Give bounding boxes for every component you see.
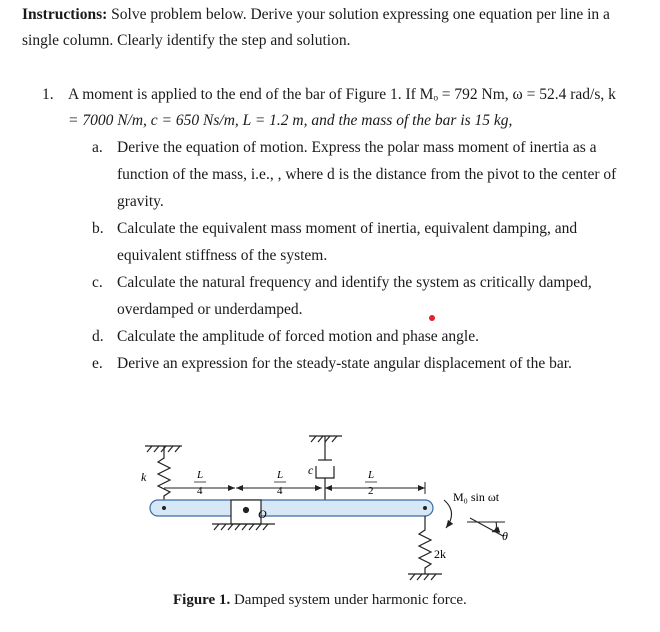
pivot-label: O xyxy=(258,507,267,521)
bar-left-joint xyxy=(162,506,166,510)
part-a-line-3: gravity. xyxy=(117,193,164,210)
dimension-lines xyxy=(164,482,425,494)
moment-arrow xyxy=(444,500,452,528)
dim-l2-den: 4 xyxy=(277,485,283,497)
part-label: c. xyxy=(92,274,103,291)
bar-right-joint xyxy=(423,506,427,510)
ground-right xyxy=(408,574,442,580)
problem-number: 1. xyxy=(42,86,54,103)
part-label: d. xyxy=(92,328,104,345)
caption-label: Figure 1. xyxy=(173,592,231,608)
part-a-line-2: function of the mass, i.e., , where d is the distance from the pivot to the center of xyxy=(117,166,617,183)
part-label: b. xyxy=(92,220,104,237)
instructions-paragraph xyxy=(22,2,642,54)
k-label: k xyxy=(141,470,147,484)
spring-2k xyxy=(419,516,431,574)
moment-label: M₀ sin ωt xyxy=(453,490,500,504)
part-b-line-2: equivalent stiffness of the system. xyxy=(117,247,328,264)
part-a-line-1: Derive the equation of motion. Express the polar mass moment of inertia as a xyxy=(117,139,597,156)
2k-label: 2k xyxy=(434,547,446,561)
bar xyxy=(150,500,433,516)
theta-label: θ xyxy=(502,529,508,543)
red-dot-marker xyxy=(429,315,435,321)
spring-k xyxy=(158,446,170,503)
dim-l2-num: L xyxy=(277,469,284,481)
instructions-label: Instructions: xyxy=(22,6,108,23)
problem-line-2: = 7000 N/m, c = 650 Ns/m, L = 1.2 m, and the mass of the bar is 15 kg, xyxy=(68,112,513,129)
c-label: c xyxy=(308,463,314,477)
part-c-line-2: overdamped or underdamped. xyxy=(117,301,303,318)
part-label: e. xyxy=(92,355,103,372)
dim-l1-num: L xyxy=(197,469,204,481)
instructions-text: Solve problem below. Derive your solution expressing one equation per line in a single column. Clearly identify the step and solution. xyxy=(22,6,610,49)
part-d-line-1: Calculate the amplitude of forced motion and phase angle. xyxy=(117,328,479,345)
caption-text: Damped system under harmonic force. xyxy=(230,592,467,608)
part-label: a. xyxy=(92,139,103,156)
figure-caption xyxy=(173,592,467,609)
dim-l3-num: L xyxy=(368,469,375,481)
theta-indicator xyxy=(467,518,505,536)
dim-l1-den: 4 xyxy=(197,485,203,497)
dim-l3-den: 2 xyxy=(368,485,374,497)
problem-line-1: A moment is applied to the end of the bar of Figure 1. If Mₒ = 792 Nm, ω = 52.4 rad/s, k xyxy=(68,86,616,103)
part-b-line-1: Calculate the equivalent mass moment of inertia, equivalent damping, and xyxy=(117,220,578,237)
figure-diagram xyxy=(0,400,660,590)
part-c-line-1: Calculate the natural frequency and identify the system as critically damped, xyxy=(117,274,592,291)
part-e-line-1: Derive an expression for the steady-state angular displacement of the bar. xyxy=(117,355,572,372)
damper-c xyxy=(316,436,334,503)
